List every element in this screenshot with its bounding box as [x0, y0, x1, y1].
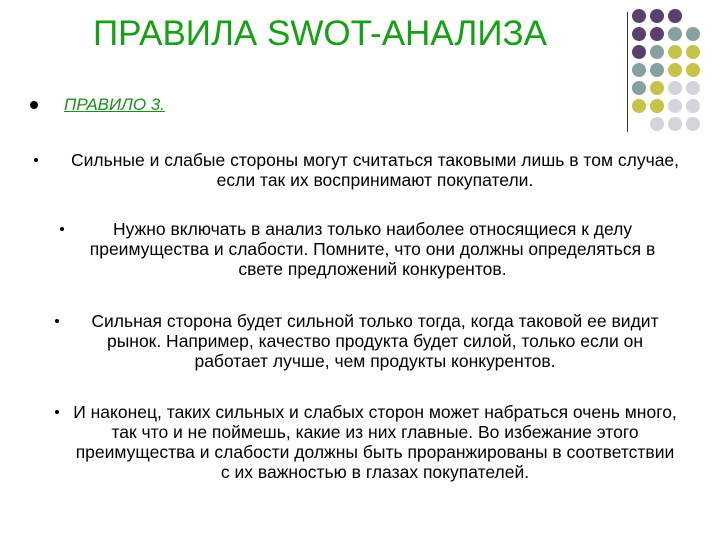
slide-title: ПРАВИЛА SWOT-АНАЛИЗА — [92, 14, 548, 53]
paragraph-text: И наконец, таких сильных и слабых сторон может набраться очень много, так что и не поймешь, какие из них главные. Во избежание этого преимущества и слабости должны быть проранжированы в соответствии с их важностью в глазах покупателей. — [73, 402, 677, 482]
decorative-dot — [650, 63, 664, 77]
paragraph-text: Нужно включать в анализ только наиболее относящиеся к делу преимущества и слабости. Помните, что они должны определяться в свете предложений конкурентов. — [89, 219, 656, 279]
decorative-dot — [650, 45, 664, 59]
decorative-dot — [686, 117, 700, 131]
bullet-icon — [55, 410, 59, 414]
bullet-icon — [34, 158, 38, 162]
decorative-dot — [632, 45, 646, 59]
decorative-dot — [668, 117, 682, 131]
decorative-dot — [650, 9, 664, 23]
bullet-icon — [60, 227, 64, 231]
paragraph-text: Сильные и слабые стороны могут считаться таковыми лишь в том случае, если так их воспринимают покупатели. — [70, 150, 680, 190]
decorative-dot — [668, 27, 682, 41]
paragraph-3 — [70, 311, 680, 371]
bullet-icon — [30, 101, 38, 109]
decorative-dot — [686, 27, 700, 41]
bullet-icon — [55, 319, 59, 323]
decorative-dot — [650, 99, 664, 113]
decorative-dot — [650, 81, 664, 95]
decorative-dot — [632, 81, 646, 95]
decorative-dot — [686, 9, 700, 23]
decorative-dot — [668, 63, 682, 77]
rule-heading: ПРАВИЛО 3. — [64, 95, 165, 114]
decorative-dot — [632, 99, 646, 113]
paragraph-2 — [75, 219, 670, 279]
decorative-dot — [632, 63, 646, 77]
rule-heading-row — [30, 93, 165, 117]
decorative-dot — [650, 27, 664, 41]
decorative-dot-grid — [632, 9, 700, 131]
decorative-dot — [650, 117, 664, 131]
decorative-dot — [668, 45, 682, 59]
decorative-dot — [668, 81, 682, 95]
decorative-dot — [632, 27, 646, 41]
paragraph-4 — [70, 402, 680, 482]
decorative-dot — [686, 99, 700, 113]
paragraph-1 — [70, 150, 680, 190]
decorative-vertical-line — [627, 12, 628, 132]
decorative-dot — [632, 117, 646, 131]
paragraph-text: Сильная сторона будет сильной только тогда, когда таковой ее видит рынок. Например, качество продукта будет силой, только если он работает лучше, чем продукты конкурентов. — [91, 311, 659, 371]
decorative-dot — [686, 63, 700, 77]
decorative-dot — [686, 45, 700, 59]
decorative-dot — [632, 9, 646, 23]
decorative-dot — [686, 81, 700, 95]
decorative-dot — [668, 9, 682, 23]
decorative-dot — [668, 99, 682, 113]
